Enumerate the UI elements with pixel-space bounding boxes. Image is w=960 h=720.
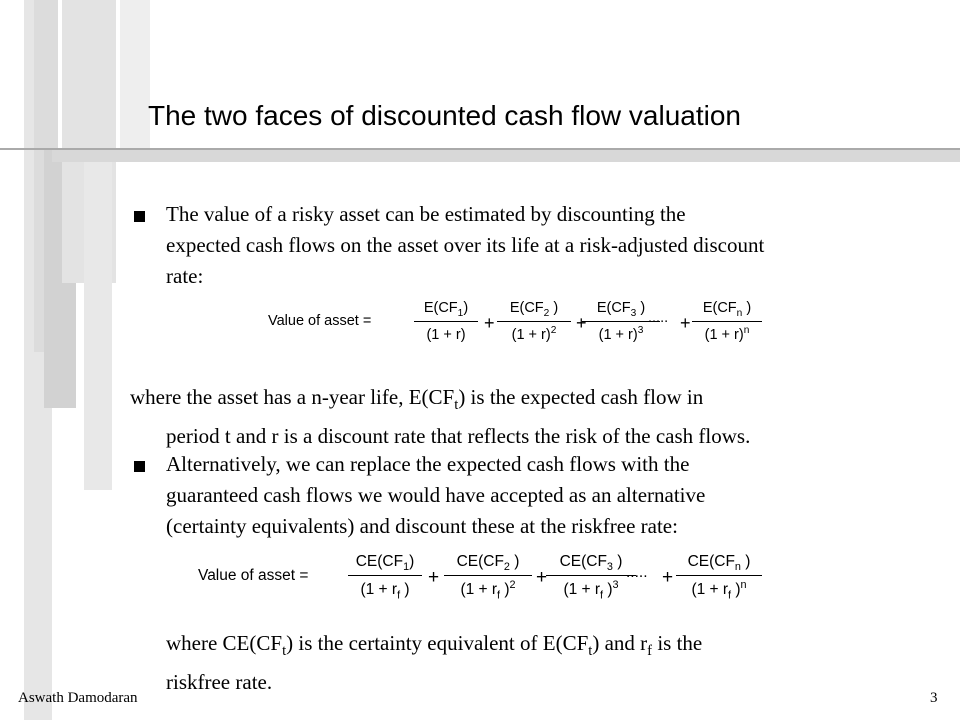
formula-2-term-n: $CE(CF_n$ ) ($1 + r_f$ )$^n$ <box>676 553 762 601</box>
formula-1-term-3: $\frac{E(CF_3 )}{(1 + r)^3}$ <box>582 300 660 343</box>
formula-2-dots: ..... <box>626 564 648 581</box>
footer-author: Aswath Damodaran <box>18 690 138 706</box>
where-clause-2 <box>166 628 946 698</box>
formula-1-plus-1: + <box>484 313 495 333</box>
slide-title: The two faces of discounted cash flow valuation <box>148 100 742 131</box>
where-1-line-1: where the asset has a n-year life, $E(CF_t)$ is the expected cash flow in <box>130 385 704 414</box>
bullet-2-line-3: (certainty equivalents) and discount these at the riskfree rate: <box>166 514 678 538</box>
formula-2-plus-1: + <box>428 567 440 588</box>
formula-1-term-1: $\frac{E(CF_1)}{(1 + r)}$ <box>414 300 478 343</box>
bullet-2-line-2: guaranteed cash flows we would have accepted as an alternative <box>166 483 706 507</box>
bullet-1-line-2: expected cash flows on the asset over its life at a risk-adjusted discount <box>166 233 765 257</box>
formula-1-plus-3: + <box>680 313 691 333</box>
formula-1-dots: ..... <box>648 310 669 326</box>
footer-page-number: 3 <box>930 690 938 706</box>
formula-1-lhs: Value of asset = <box>268 313 372 329</box>
formula-1-term-n: $E(CF_n$ ) $(1 + r)^n$ <box>692 300 762 343</box>
bullet-1-line-3: rate: <box>166 264 204 288</box>
formula-2-plus-3: + <box>662 567 674 588</box>
bullet-1-line-1: The value of a risky asset can be estimated by discounting the <box>166 202 686 226</box>
bullet-2-line-1: Alternatively, we can replace the expected cash flows with the <box>166 452 690 476</box>
formula-2-lhs: Value of asset = <box>198 567 309 584</box>
formula-2-term-1: $\frac{CE(CF_1)}{(1 + r_f )}$ <box>348 553 422 601</box>
formula-1-plus-2: + <box>576 313 587 333</box>
formula-1-term-2: $\frac{E(CF_2 )}{(1 + r)^2}$ <box>497 300 571 343</box>
formula-2-plus-2: + <box>536 567 548 588</box>
formula-2-term-2: $\frac{CE(CF_2 )}{(1 + r_f )^2}$ <box>444 553 532 601</box>
formula-2-term-3: $\frac{CE(CF_3 )}{(1 + r_f )^3}$ <box>546 553 636 601</box>
where-2-line-2: riskfree rate. <box>166 670 273 695</box>
where-1-line-2: period t and r is a discount rate that reflects the risk of the cash flows. <box>166 424 751 449</box>
where-2-line-1: where $CE(CF_t)$ is the certainty equivalent of $E(CF_t)$ and $r_f$ is the <box>166 631 703 660</box>
